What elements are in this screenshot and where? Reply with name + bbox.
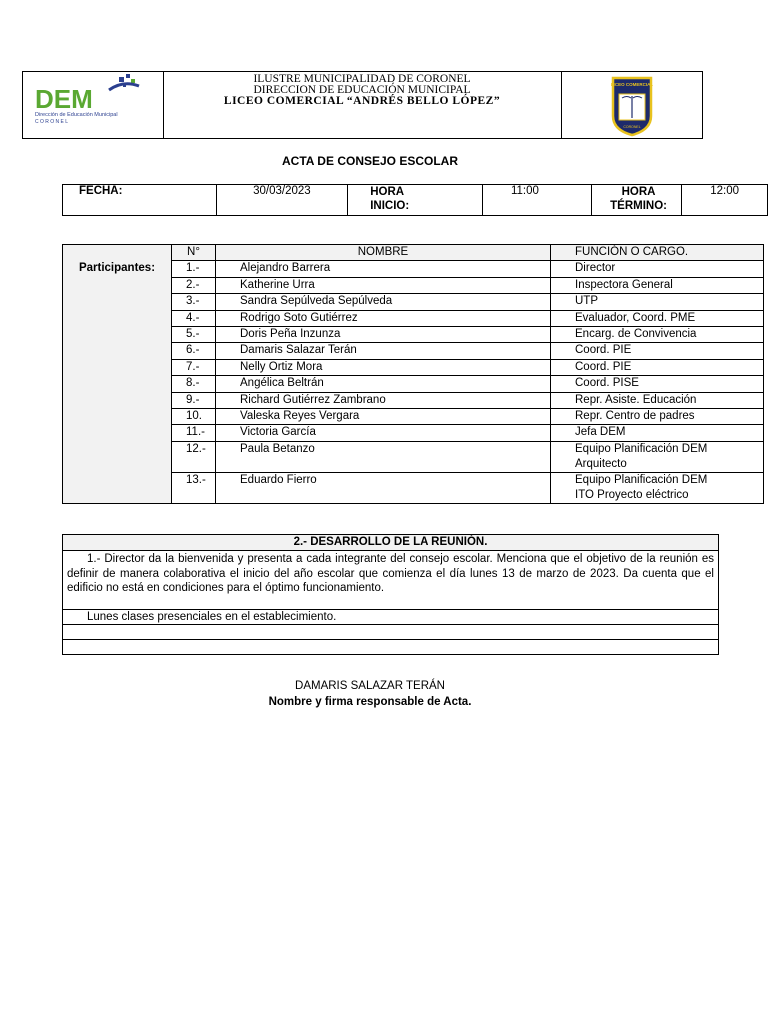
education-direction: DIRECCION DE EDUCACIÓN MUNICIPAL — [253, 84, 471, 96]
participant-role: UTP — [551, 294, 764, 310]
development-line-empty — [63, 640, 718, 654]
participant-number: 2.- — [172, 277, 216, 293]
participant-name: Victoria García — [216, 425, 551, 441]
responsible-name: DAMARIS SALAZAR TERÁN — [295, 680, 445, 692]
participant-role: Equipo Planificación DEM ITO Proyecto eléctrico — [551, 472, 764, 503]
svg-text:CORONEL: CORONEL — [623, 125, 641, 129]
participant-name: Katherine Urra — [216, 277, 551, 293]
participant-role: Inspectora General — [551, 277, 764, 293]
institution-names — [163, 72, 562, 138]
participant-name: Eduardo Fierro — [216, 472, 551, 503]
participant-name: Paula Betanzo — [216, 441, 551, 472]
participant-role: Equipo Planificación DEM Arquitecto — [551, 441, 764, 472]
hora-inicio-label: HORA INICIO: — [348, 185, 483, 216]
participants-table — [62, 244, 764, 504]
participant-role: Coord. PIE — [551, 359, 764, 375]
school-name: LICEO COMERCIAL “ANDRÉS BELLO LÓPEZ” — [223, 95, 501, 107]
development-heading: 2.- DESARROLLO DE LA REUNIÓN. — [63, 535, 718, 551]
participant-number: 13.- — [172, 472, 216, 503]
development-line: Lunes clases presenciales en el establecimiento. — [63, 610, 718, 625]
school-crest — [561, 72, 702, 138]
participant-number: 9.- — [172, 392, 216, 408]
svg-text:C O R O N E L: C O R O N E L — [35, 119, 69, 125]
participants-header-row — [63, 245, 764, 261]
shield-icon — [561, 72, 702, 138]
participant-role: Coord. PIE — [551, 343, 764, 359]
dem-logo — [23, 72, 164, 138]
document-header — [22, 71, 703, 139]
participant-name: Alejandro Barrera — [216, 261, 551, 277]
dem-logo-icon — [23, 72, 163, 138]
signature-label: Nombre y firma responsable de Acta. — [268, 696, 472, 708]
participant-role: Repr. Centro de padres — [551, 408, 764, 424]
participant-name: Richard Gutiérrez Zambrano — [216, 392, 551, 408]
participant-number: 7.- — [172, 359, 216, 375]
participant-name: Damaris Salazar Terán — [216, 343, 551, 359]
table-row — [63, 261, 764, 277]
participant-number: 6.- — [172, 343, 216, 359]
col-role-header: FUNCIÓN O CARGO. — [551, 245, 764, 261]
hora-termino-value: 12:00 — [682, 185, 768, 216]
participant-role: Evaluador, Coord. PME — [551, 310, 764, 326]
participant-number: 5.- — [172, 326, 216, 342]
participant-number: 8.- — [172, 376, 216, 392]
participant-name: Valeska Reyes Vergara — [216, 408, 551, 424]
participant-role: Coord. PISE — [551, 376, 764, 392]
hora-inicio-value: 11:00 — [482, 185, 591, 216]
fecha-value: 30/03/2023 — [216, 185, 348, 216]
participant-number: 1.- — [172, 261, 216, 277]
document-title: ACTA DE CONSEJO ESCOLAR — [281, 154, 458, 168]
participant-role: Jefa DEM — [551, 425, 764, 441]
participant-role: Repr. Asiste. Educación — [551, 392, 764, 408]
hora-termino-label: HORA TÉRMINO: — [591, 185, 681, 216]
participant-number: 3.- — [172, 294, 216, 310]
participant-name: Sandra Sepúlveda Sepúlveda — [216, 294, 551, 310]
logo-text: DEM — [35, 84, 93, 114]
municipality-name: ILUSTRE MUNICIPALIDAD DE CORONEL — [253, 73, 471, 85]
svg-text:LICEO COMERCIAL: LICEO COMERCIAL — [610, 82, 654, 87]
participants-label-spacer — [63, 245, 172, 261]
fecha-label: FECHA: — [63, 185, 217, 216]
participant-name: Nelly Ortiz Mora — [216, 359, 551, 375]
development-paragraph: 1.- Director da la bienvenida y presenta a cada integrante del consejo escolar. Menciona que el objetivo de la reunión es definir de manera colaborativa el inicio del año escolar que comienza el día lunes 13 de marzo de 2023. Da cuenta que el edificio no está en condiciones para el óptimo funcionamiento. — [63, 551, 718, 610]
meeting-time-table — [62, 184, 768, 216]
svg-text:Dirección de Educación Municip: Dirección de Educación Municipal — [35, 112, 118, 118]
participant-name: Rodrigo Soto Gutiérrez — [216, 310, 551, 326]
meeting-development-section — [62, 534, 719, 655]
col-name-header: NOMBRE — [216, 245, 551, 261]
development-line-empty — [63, 625, 718, 640]
participant-number: 10. — [172, 408, 216, 424]
col-num-header: N° — [172, 245, 216, 261]
participant-role: Director — [551, 261, 764, 277]
participant-number: 11.- — [172, 425, 216, 441]
participant-number: 4.- — [172, 310, 216, 326]
participant-number: 12.- — [172, 441, 216, 472]
participant-name: Angélica Beltrán — [216, 376, 551, 392]
participant-role: Encarg. de Convivencia — [551, 326, 764, 342]
participants-label: Participantes: — [63, 261, 172, 503]
participant-name: Doris Peña Inzunza — [216, 326, 551, 342]
